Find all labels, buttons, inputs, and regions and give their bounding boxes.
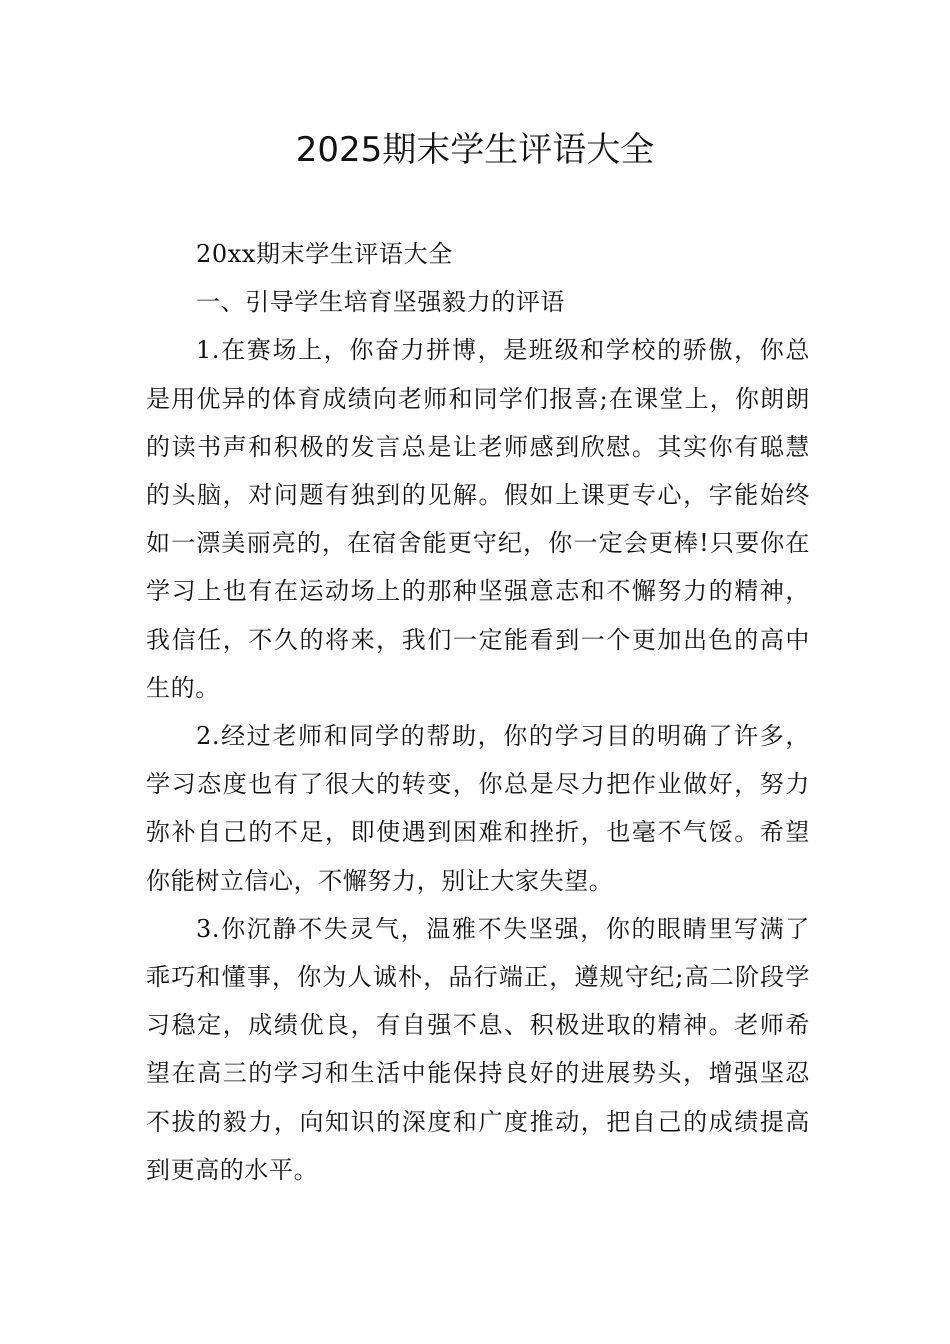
comment-paragraph-3: 3.你沉静不失灵气，温雅不失坚强，你的眼睛里写满了乖巧和懂事，你为人诚朴，品行端正，遵规守纪;高二阶段学习稳定，成绩优良，有自强不息、积极进取的精神。老师希望在高三的学习和生活中能保持良好的进展势头，增强坚忍不拔的毅力，向知识的深度和广度推动，把自己的成绩提高到更高的水平。 <box>146 914 810 1184</box>
subtitle-paragraph: 20xx期末学生评语大全 <box>196 240 453 268</box>
document-title: 2025期末学生评语大全 <box>295 130 655 170</box>
section-heading: 一、引导学生培育坚强毅力的评语 <box>196 288 565 317</box>
comment-paragraph-2: 2.经过老师和同学的帮助，你的学习目的明确了许多，学习态度也有了很大的转变，你总是尽力把作业做好，努力弥补自己的不足，即使遇到困难和挫折，也毫不气馁。希望你能树立信心，不懈努力，别让大家失望。 <box>146 722 810 895</box>
document-body <box>146 230 810 1194</box>
comment-paragraph-1: 1.在赛场上，你奋力拼博，是班级和学校的骄傲，你总是用优异的体育成绩向老师和同学们报喜;在课堂上，你朗朗的读书声和积极的发言总是让老师感到欣慰。其实你有聪慧的头脑，对问题有独到的见解。假如上课更专心，字能始终如一漂美丽亮的，在宿舍能更守纪，你一定会更棒!只要你在学习上也有在运动场上的那种坚强意志和不懈努力的精神，我信任，不久的将来，我们一定能看到一个更加出色的高中生的。 <box>146 336 810 702</box>
